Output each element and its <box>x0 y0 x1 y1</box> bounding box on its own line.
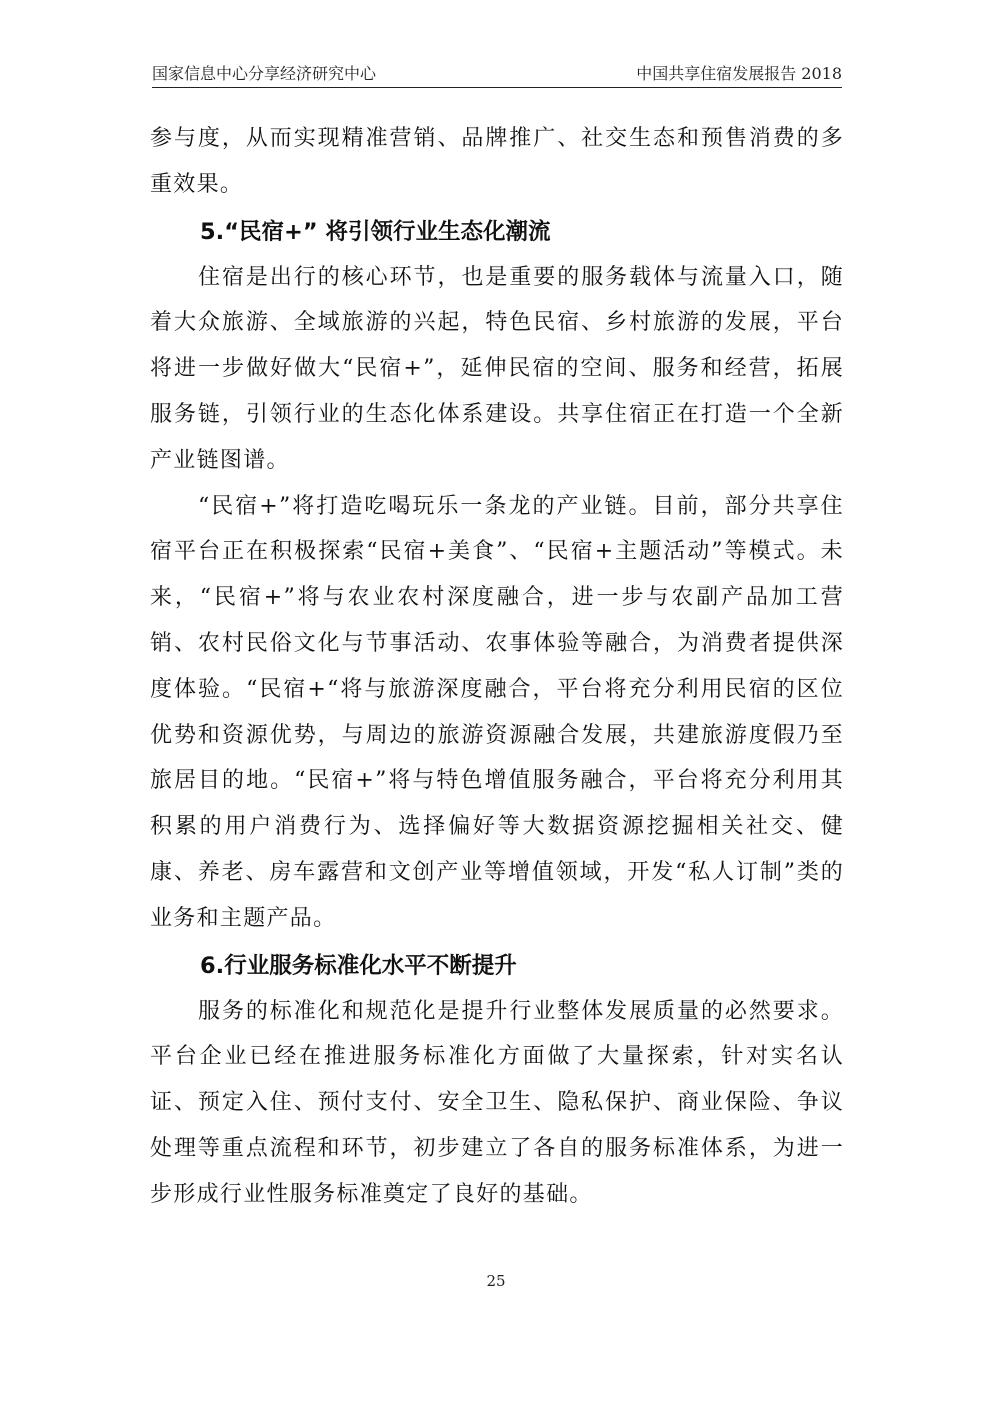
section-heading-5: 5.“民宿+” 将引领行业生态化潮流 <box>200 218 551 245</box>
paragraph-accommodation: 住宿是出行的核心环节，也是重要的服务载体与流量入口，随着大众旅游、全域旅游的兴起，特色民宿、乡村旅游的发展，平台将进一步做好做大“民宿+”，延伸民宿的空间、服务和经营，拓展服务链，引领行业的生态化体系建设。共享住宿正在打造一个全新产业链图谱。 <box>150 264 844 473</box>
paragraph-minsu-plus: “民宿+”将打造吃喝玩乐一条龙的产业链。目前，部分共享住宿平台正在积极探索“民宿+美食”、“民宿+主题活动”等模式。未来，“民宿+”将与农业农村深度融合，进一步与农副产品加工营销、农村民俗文化与节事活动、农事体验等融合，为消费者提供深度体验。“民宿+“将与旅游深度融合，平台将充分利用民宿的区位优势和资源优势，与周边的旅游资源融合发展，共建旅游度假乃至旅居目的地。“民宿+”将与特色增值服务融合，平台将充分利用其积累的用户消费行为、选择偏好等大数据资源挖掘相关社交、健康、养老、房车露营和文创产业等增值领域，开发“私人订制”类的业务和主题产品。 <box>150 493 844 931</box>
paragraph-standardization: 服务的标准化和规范化是提升行业整体发展质量的必然要求。平台企业已经在推进服务标准化方面做了大量探索，针对实名认证、预定入住、预付支付、安全卫生、隐私保护、商业保险、争议处理等重点流程和环节，初步建立了各自的服务标准体系，为进一步形成行业性服务标准奠定了良好的基础。 <box>150 998 844 1207</box>
page-number: 25 <box>486 1272 506 1290</box>
header-report-title: 中国共享住宿发展报告 2018 <box>636 64 842 83</box>
header-organization: 国家信息中心分享经济研究中心 <box>152 64 377 83</box>
page-body <box>150 116 844 1218</box>
section-heading-6: 6.行业服务标准化水平不断提升 <box>200 952 517 979</box>
page-header <box>152 57 842 88</box>
paragraph-continuation: 参与度，从而实现精准营销、品牌推广、社交生态和预售消费的多重效果。 <box>150 126 844 197</box>
